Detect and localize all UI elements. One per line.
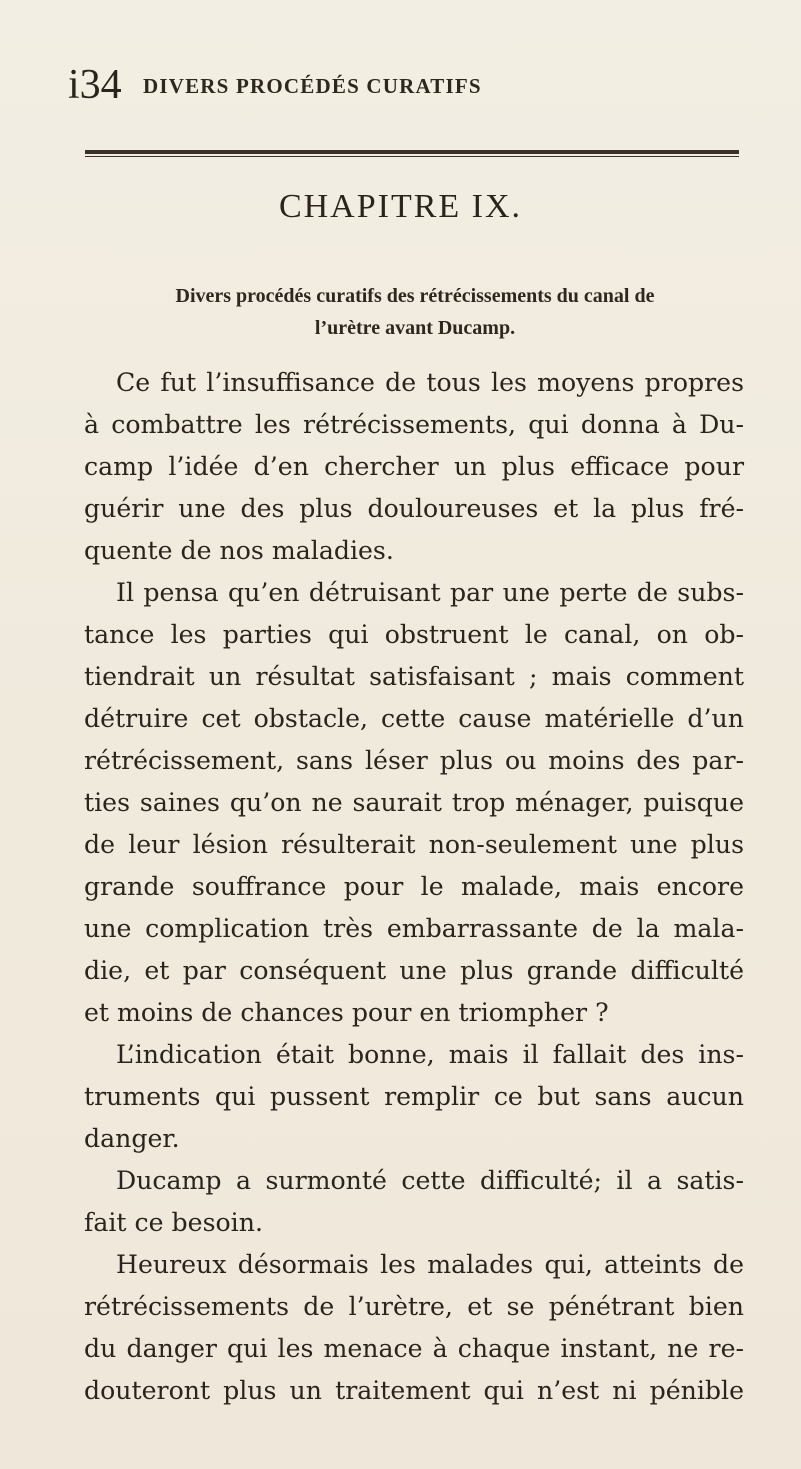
text-line: détruire cet obstacle, cette cause matérielle d’un <box>84 704 744 733</box>
text-line: douteront plus un traitement qui n’est ni pénible <box>84 1376 744 1405</box>
chapter-summary <box>85 280 745 344</box>
text-line: et moins de chances pour en triompher ? <box>84 998 609 1027</box>
text-line: rétrécissements de l’urètre, et se pénétrant bien <box>84 1292 744 1321</box>
text-line: tance les parties qui obstruent le canal, on ob- <box>84 620 744 649</box>
text-line: une complication très embarrassante de la mala- <box>84 914 744 943</box>
running-title: DIVERS PROCÉDÉS CURATIFS <box>143 74 482 98</box>
text-line: tiendrait un résultat satisfaisant ; mais comment <box>84 662 744 691</box>
text-line: truments qui pussent remplir ce but sans aucun <box>84 1082 744 1111</box>
chapter-summary-line: l’urètre avant Ducamp. <box>314 317 516 339</box>
text-line: camp l’idée d’en chercher un plus efficace pour <box>84 452 744 481</box>
text-line: du danger qui les menace à chaque instant, ne re- <box>84 1334 744 1363</box>
text-line: Ce fut l’insuffisance de tous les moyens propres <box>116 368 744 397</box>
text-line: die, et par conséquent une plus grande difficulté <box>84 956 744 985</box>
text-line: Heureux désormais les malades qui, atteints de <box>116 1250 744 1279</box>
text-line: grande souffrance pour le malade, mais encore <box>84 872 744 901</box>
chapter-title: CHAPITRE IX. <box>278 188 523 225</box>
running-head <box>0 60 801 120</box>
double-rule-divider <box>85 150 739 158</box>
text-line: fait ce besoin. <box>84 1208 263 1237</box>
text-line: quente de nos maladies. <box>84 536 394 565</box>
page-number: i34 <box>68 62 122 108</box>
body-text <box>84 362 744 1412</box>
text-line: de leur lésion résulterait non-seulement une plus <box>84 830 744 859</box>
chapter-summary-line: Divers procédés curatifs des rétrécissements du canal de <box>175 285 655 307</box>
text-line: danger. <box>84 1124 180 1153</box>
text-line: rétrécissement, sans léser plus ou moins des par- <box>84 746 744 775</box>
text-line: Ducamp a surmonté cette difficulté; il a satis- <box>116 1166 744 1195</box>
text-line: à combattre les rétrécissements, qui donna à Du- <box>84 410 744 439</box>
text-line: guérir une des plus douloureuses et la plus fré- <box>84 494 744 523</box>
text-line: Il pensa qu’en détruisant par une perte de subs- <box>116 578 744 607</box>
text-line: L’indication était bonne, mais il fallait des ins- <box>116 1040 744 1069</box>
text-line: ties saines qu’on ne saurait trop ménager, puisque <box>84 788 744 817</box>
